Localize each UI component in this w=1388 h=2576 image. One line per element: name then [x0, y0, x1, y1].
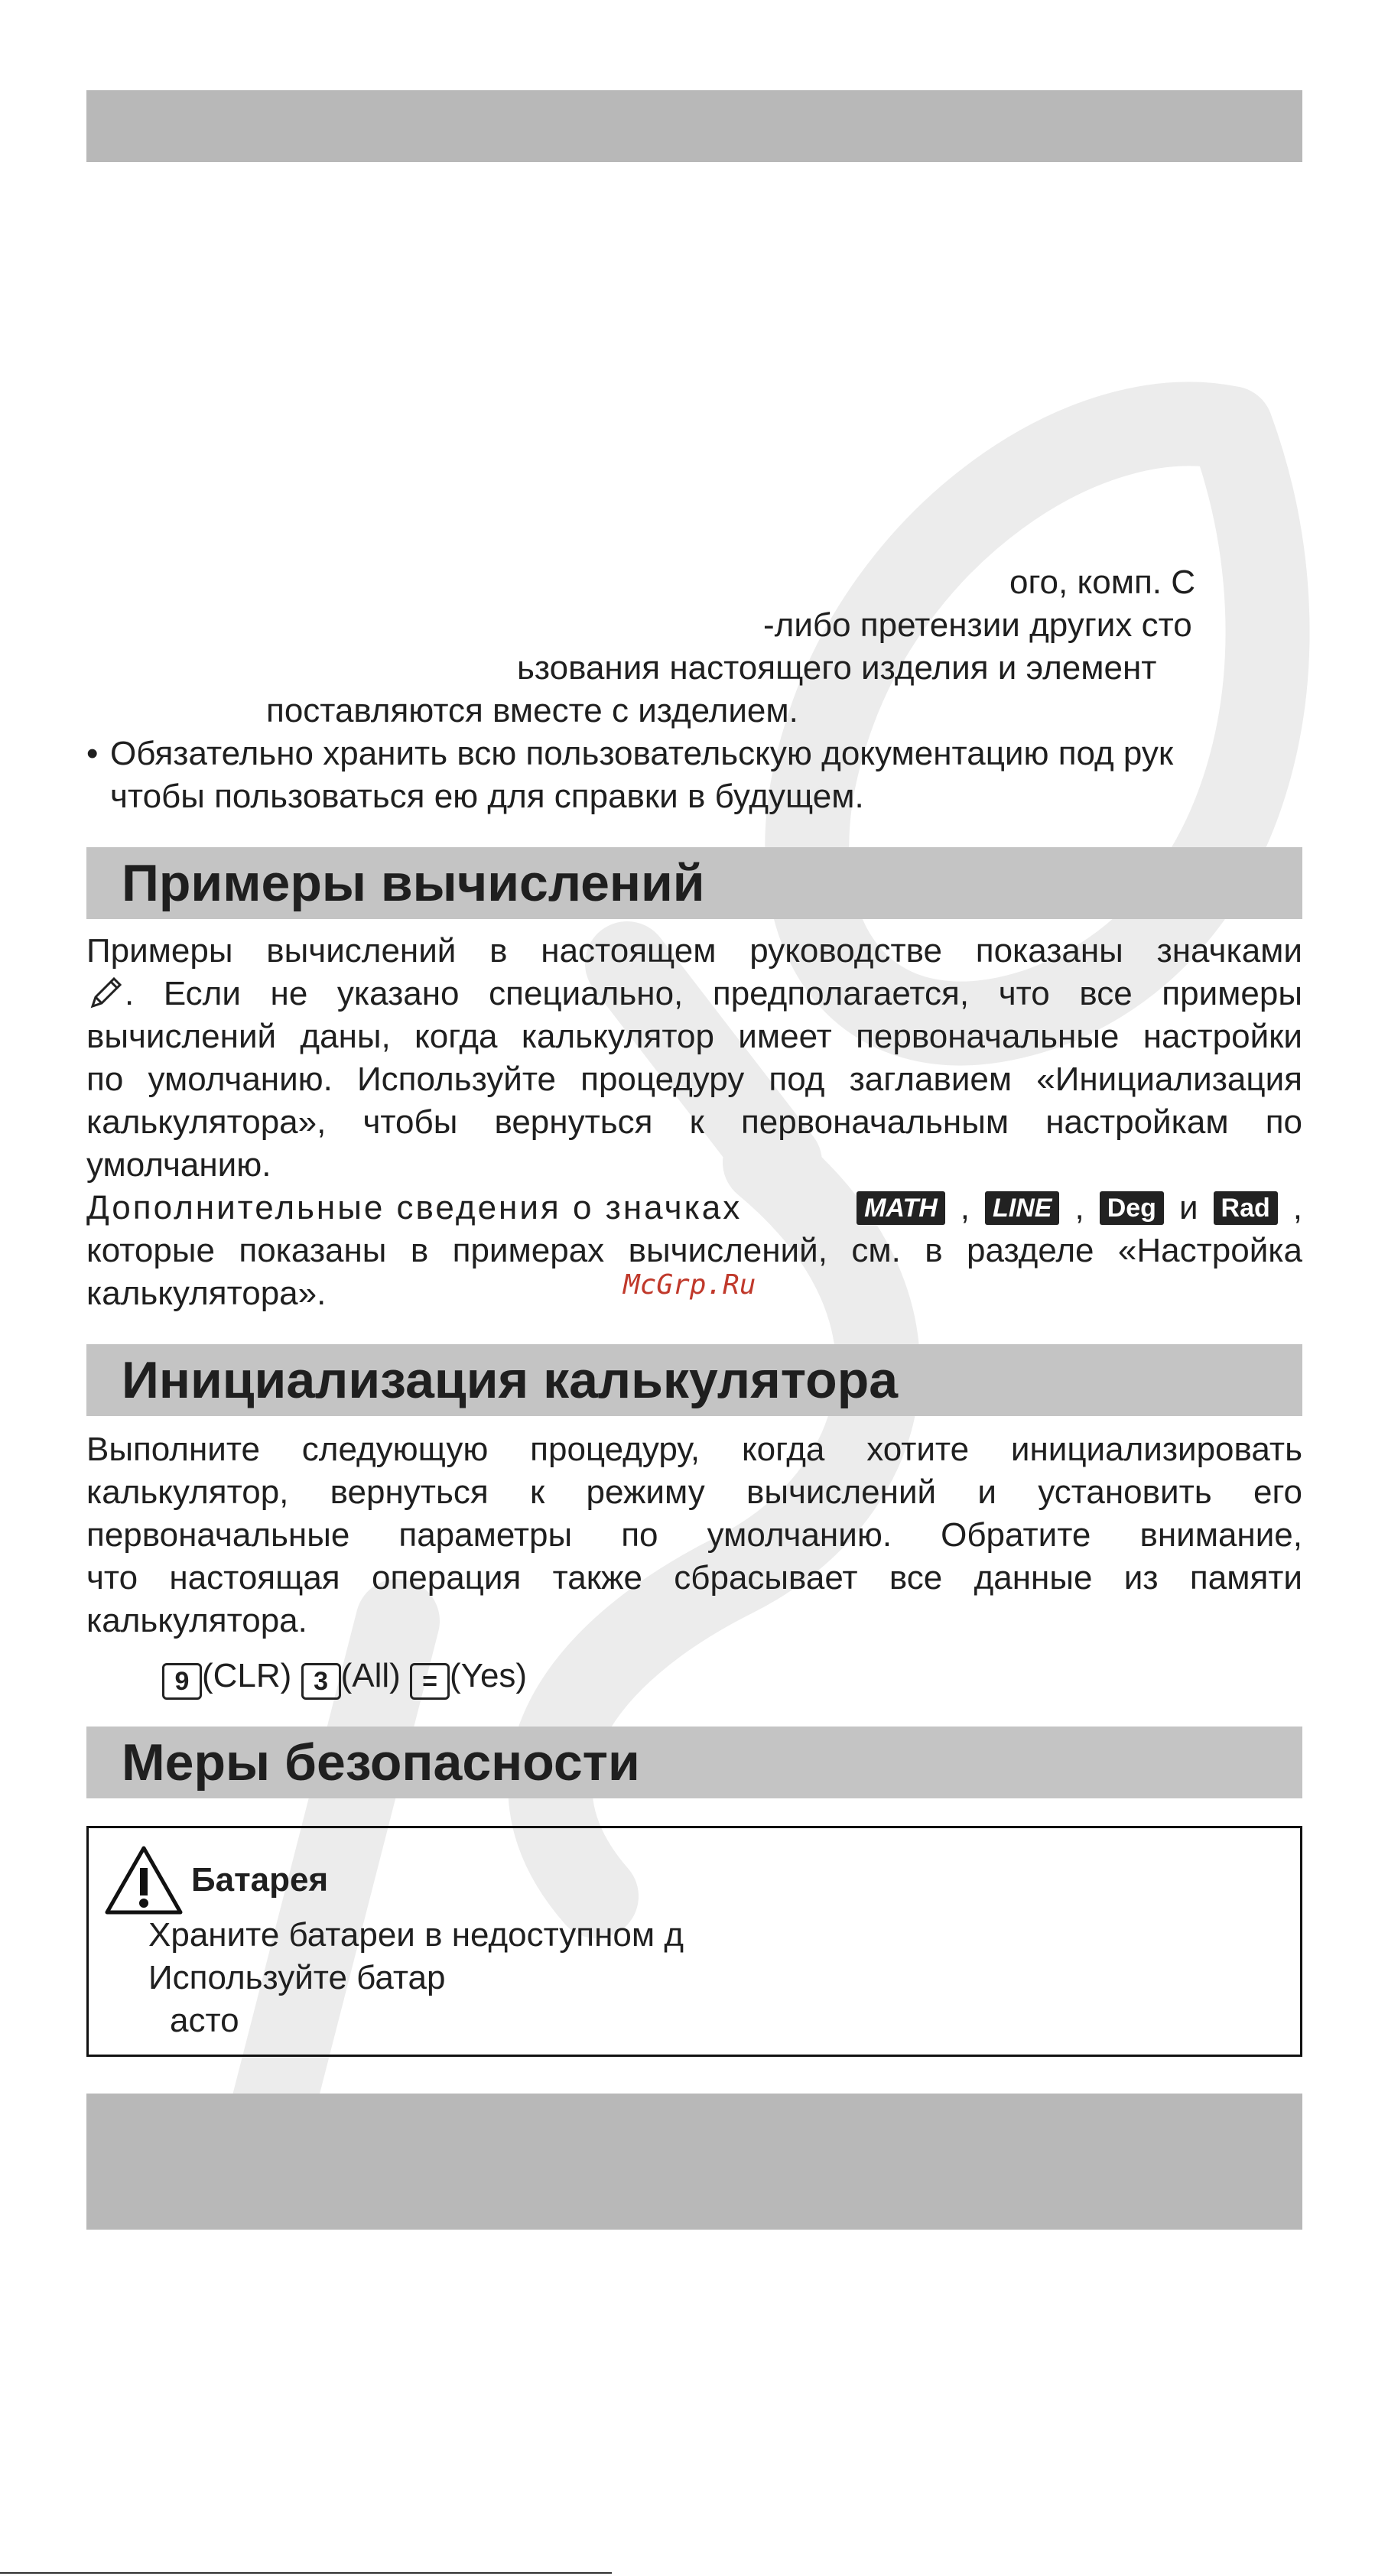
watermark-link[interactable]: McGrp.Ru — [623, 1269, 756, 1301]
examples-line-1: Примеры вычислений в настоящем руководстве показаны значками — [86, 932, 1302, 970]
warning-title: Батарея — [191, 1861, 329, 1899]
key-equals: = — [410, 1663, 450, 1700]
examples-paragraph — [86, 930, 1302, 1315]
key-sequence — [162, 1655, 527, 1700]
fragment-line-4: поставляются вместе с изделием. — [266, 692, 798, 729]
key-9-label: (CLR) — [202, 1657, 292, 1694]
examples-line-4: по умолчанию. Используйте процедуру под заглавием «Инициализация — [86, 1061, 1302, 1098]
badge-row: MATH , LINE , Deg и Rad , — [857, 1187, 1302, 1230]
init-line-5: калькулятора. — [86, 1602, 307, 1639]
warning-line-1: Храните батареи в недоступном д — [148, 1916, 684, 1954]
examples-line-2-wrap — [86, 973, 1302, 1015]
init-heading: Инициализация калькулятора — [86, 1344, 1302, 1416]
key-3-label: (All) — [340, 1657, 401, 1694]
fragment-line-2: -либо претензии других сто — [763, 606, 1192, 644]
init-line-4: что настоящая операция также сбрасывает все данные из памяти — [86, 1559, 1302, 1597]
bullet-dot: • — [86, 735, 99, 772]
examples-line-9: калькулятора». — [86, 1275, 327, 1312]
and-word: и — [1178, 1189, 1198, 1226]
key-equals-label: (Yes) — [450, 1657, 528, 1694]
footer-rule — [0, 2572, 612, 2574]
examples-line-7 — [86, 1187, 1302, 1230]
battery-warning-box — [86, 1826, 1302, 2057]
bullet-line-2: чтобы пользоваться ею для справки в будущем. — [110, 778, 864, 815]
examples-line-7-prefix: Дополнительные сведения о значках — [86, 1189, 743, 1226]
rad-badge: Rad — [1214, 1191, 1278, 1225]
bottom-grey-bar — [86, 2094, 1302, 2230]
warning-line-2: Используйте батар — [148, 1959, 446, 1996]
fragment-line-1: ого, комп. С — [1009, 564, 1195, 601]
pencil-icon — [86, 973, 125, 1011]
examples-line-8: которые показаны в примерах вычислений, см. в разделе «Настройка — [86, 1232, 1302, 1269]
init-line-1: Выполните следующую процедуру, когда хотите инициализировать — [86, 1431, 1302, 1468]
init-line-2: калькулятор, вернуться к режиму вычислений и установить его — [86, 1473, 1302, 1511]
examples-line-5: калькулятора», чтобы вернуться к первоначальным настройкам по — [86, 1103, 1302, 1141]
warning-line-3: асто — [170, 2002, 239, 2039]
examples-line-3: вычислений даны, когда калькулятор имеет первоначальные настройки — [86, 1018, 1302, 1055]
examples-line-6: умолчанию. — [86, 1146, 271, 1184]
deg-badge: Deg — [1100, 1191, 1164, 1225]
line-badge: LINE — [985, 1191, 1059, 1225]
warning-triangle-icon — [102, 1843, 185, 1917]
examples-line-2: . Если не указано специально, предполагается, что все примеры — [125, 975, 1302, 1012]
safety-heading: Меры безопасности — [86, 1727, 1302, 1798]
key-9: 9 — [162, 1663, 202, 1700]
key-3: 3 — [301, 1663, 341, 1700]
bullet-line-1: Обязательно хранить всю пользовательскую документацию под рук — [110, 735, 1174, 772]
math-badge: MATH — [857, 1191, 945, 1225]
init-line-3: первоначальные параметры по умолчанию. Обратите внимание, — [86, 1516, 1302, 1554]
examples-heading: Примеры вычислений — [86, 847, 1302, 919]
fragment-line-3: ьзования настоящего изделия и элемент — [517, 649, 1157, 687]
init-paragraph — [86, 1428, 1302, 1642]
top-grey-bar — [86, 90, 1302, 162]
